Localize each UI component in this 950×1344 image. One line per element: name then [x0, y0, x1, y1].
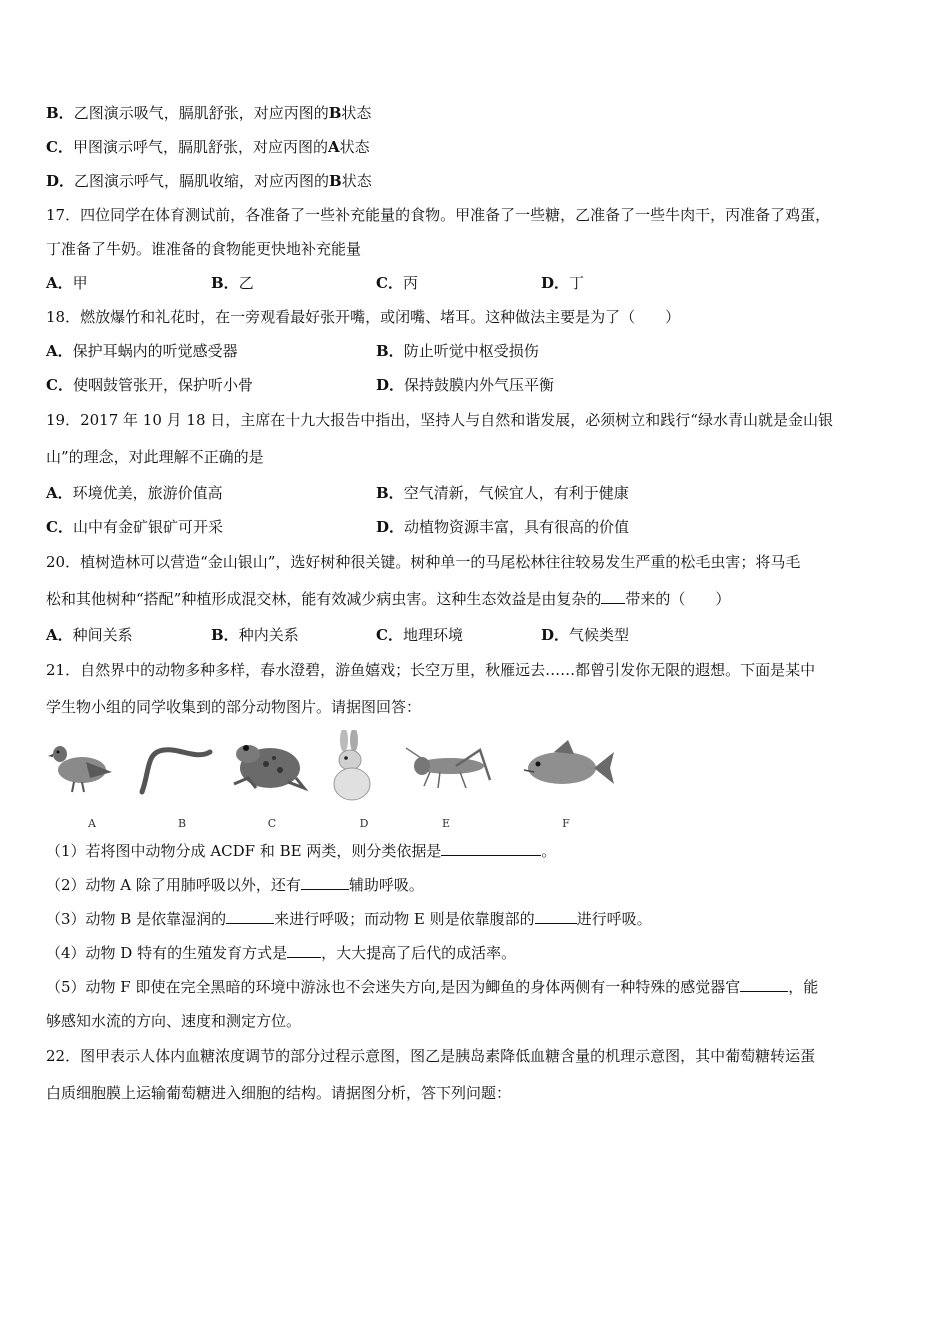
q17-option-b: B．乙	[211, 274, 254, 292]
option-tail: 状态	[341, 104, 372, 122]
answer-blank[interactable]	[287, 943, 321, 958]
option-text: 乙图演示吸气，膈肌舒张，对应丙图的	[73, 104, 329, 122]
animal-d	[318, 730, 410, 830]
answer-blank[interactable]	[226, 909, 274, 924]
option-tail: 状态	[341, 172, 372, 190]
animal-e	[400, 730, 492, 830]
option-letter: B．	[46, 104, 74, 122]
answer-blank[interactable]	[535, 909, 577, 924]
option-state: B	[329, 172, 342, 190]
q21-sub3: （3）动物 B 是依靠湿润的 来进行呼吸；而动物 E 则是依靠腹部的 进行呼吸。	[46, 910, 652, 928]
q18-option-c: C．使咽鼓管张开，保护听小骨	[46, 376, 253, 394]
q17-option-c: C．丙	[376, 274, 418, 292]
q17-option-a: A．甲	[46, 274, 88, 292]
animal-label: B	[177, 817, 187, 830]
q16-option-b	[46, 96, 908, 130]
q21-stem-line2: 学生物小组的同学收集到的部分动物图片。请据图回答：	[46, 698, 422, 716]
animal-f	[520, 730, 612, 830]
pigeon-icon	[46, 730, 116, 802]
q17-stem-line2: 丁准备了牛奶。谁准备的食物能更快地补充能量	[46, 240, 362, 258]
q16-option-c	[46, 130, 908, 164]
q17-stem-line1: 17．四位同学在体育测试前，各准备了一些补充能量的食物。甲准备了一些糖，乙准备了一些牛肉干，丙准备了鸡蛋，	[46, 206, 831, 224]
answer-blank[interactable]	[301, 875, 349, 890]
q21-sub1: （1）若将图中动物分成 ACDF 和 BE 两类，则分类依据是 。	[46, 842, 557, 860]
q19-option-a: A．环境优美，旅游价值高	[46, 484, 223, 502]
q19-option-c: C．山中有金矿银矿可开采	[46, 518, 223, 536]
grasshopper-icon	[400, 730, 496, 802]
option-text: 甲图演示呼气，膈肌舒张，对应丙图的	[72, 138, 328, 156]
q20-option-d: D．气候类型	[541, 626, 630, 644]
q17-options	[46, 266, 908, 300]
q18-option-a: A．保护耳蜗内的听觉感受器	[46, 342, 238, 360]
q18-options-row2	[46, 368, 908, 402]
q19-options-row1	[46, 476, 908, 510]
q20-option-c: C．地理环境	[376, 626, 463, 644]
q19-stem-line2: 山”的理念，对此理解不正确的是	[46, 448, 264, 466]
q18-option-d: D．保持鼓膜内外气压平衡	[376, 376, 555, 394]
animal-label: A	[88, 817, 96, 830]
animal-figure	[46, 730, 908, 830]
animal-a	[46, 730, 138, 830]
q21-stem-line1: 21．自然界中的动物多种多样，春水澄碧，游鱼嬉戏；长空万里，秋雁远去……都曾引发你无限的遐想。下面是某中	[46, 661, 816, 679]
q20-options	[46, 618, 908, 652]
animal-label: D	[359, 817, 369, 830]
q19-stem-line1: 19．2017 年 10 月 18 日，主席在十九大报告中指出，坚持人与自然和谐发展，必须树立和践行“绿水青山就是金山银	[46, 411, 833, 429]
q21-sub5-cont: 够感知水流的方向、速度和测定方位。	[46, 1012, 302, 1030]
q19-option-d: D．动植物资源丰富，具有很高的价值	[376, 518, 630, 536]
q19-options-row2	[46, 510, 908, 544]
option-letter: D．	[46, 172, 75, 190]
q21-sub4: （4）动物 D 特有的生殖发育方式是 ，大大提高了后代的成活率。	[46, 944, 517, 962]
q19-option-b: B．空气清新，气候宜人，有利于健康	[376, 484, 629, 502]
option-text: 乙图演示呼气，膈肌收缩，对应丙图的	[74, 172, 330, 190]
document-page	[46, 96, 908, 1112]
answer-blank[interactable]	[740, 977, 788, 992]
option-state: A	[327, 138, 340, 156]
q20-stem-line2: 松和其他树种“搭配”种植形成混交林，能有效减少病虫害。这种生态效益是由复杂的 带来的（ ）	[46, 590, 731, 608]
animal-label: F	[562, 817, 570, 830]
q21-sub5: （5）动物 F 即使在完全黑暗的环境中游泳也不会迷失方向,是因为鲫鱼的身体两侧有一种特殊的感觉器官 ，能	[46, 978, 819, 996]
option-tail: 状态	[339, 138, 370, 156]
q18-options-row1	[46, 334, 908, 368]
rabbit-icon	[318, 730, 388, 806]
option-state: B	[328, 104, 342, 122]
answer-blank[interactable]	[601, 589, 625, 604]
animal-label: E	[441, 817, 451, 830]
q22-stem-line1: 22．图甲表示人体内血糖浓度调节的部分过程示意图，图乙是胰岛素降低血糖含量的机理示意图，其中葡萄糖转运蛋	[46, 1047, 816, 1065]
q22-stem-line2: 白质细胞膜上运输葡萄糖进入细胞的结构。请据图分析，答下列问题：	[46, 1084, 512, 1102]
q18-stem: 18．燃放爆竹和礼花时，在一旁观看最好张开嘴，或闭嘴、堵耳。这种做法主要是为了（ ）	[46, 308, 681, 326]
animal-b	[136, 730, 228, 830]
answer-blank[interactable]	[441, 841, 541, 856]
q20-option-b: B．种内关系	[211, 626, 299, 644]
q16-option-d	[46, 164, 908, 198]
q20-stem-line1: 20．植树造林可以营造“金山银山”，选好树种很关键。树种单一的马尾松林往往较易发生严重的松毛虫害；将马毛	[46, 553, 801, 571]
animal-c	[226, 730, 318, 830]
q17-option-d: D．丁	[541, 274, 585, 292]
earthworm-icon	[136, 730, 216, 802]
frog-icon	[226, 730, 312, 802]
q20-option-a: A．种间关系	[46, 626, 133, 644]
option-letter: C．	[46, 138, 73, 156]
q21-sub2: （2）动物 A 除了用肺呼吸以外，还有 辅助呼吸。	[46, 876, 424, 894]
animal-label: C	[267, 817, 277, 830]
fish-icon	[520, 730, 616, 802]
q18-option-b: B．防止听觉中枢受损伤	[376, 342, 539, 360]
